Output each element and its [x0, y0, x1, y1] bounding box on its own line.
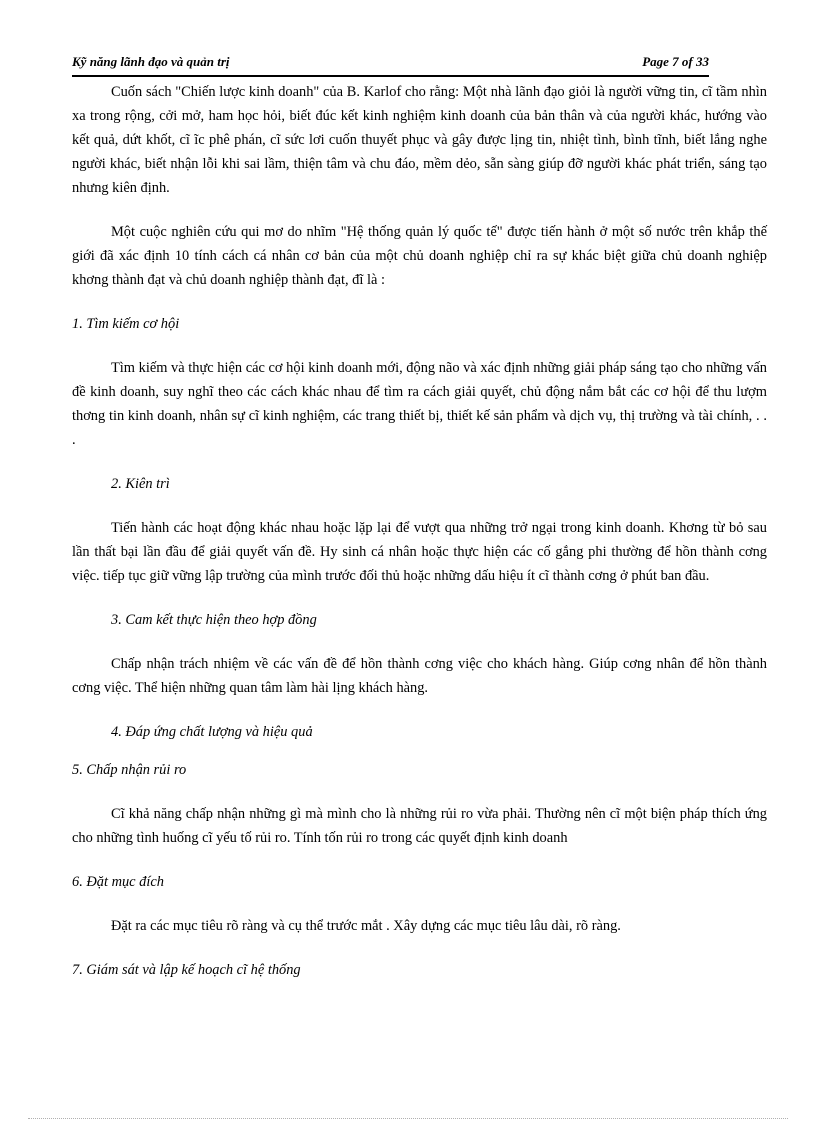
document-body	[72, 80, 767, 982]
heading-dap-ung: 4. Đáp ứng chất lượng và hiệu quả	[111, 724, 313, 740]
paragraph-karlof: Cuốn sách "Chiến lược kinh doanh" của B. Karlof cho rằng: Một nhà lãnh đạo giỏi là người vững tin, cĩ tầm nhìn xa trong rộng, cởi mở, ham học hỏi, biết đúc kết kinh nghiệm kinh doanh của bản thân và của người khác, hướng vào kết quả, dứt khốt, cĩ ĩc phê phán, cĩ sức lơi cuốn thuyết phục và gây được lịng tin, nhiệt tình, bình tĩnh, biết lắng nghe người khác, biết nhận lỗi khi sai lầm, thiện tâm và chu đáo, mềm dẻo, sẵn sàng giúp đỡ người khác phát triển, sáng tạo nhưng kiên định.	[72, 84, 767, 196]
paragraph-research: Một cuộc nghiên cứu qui mơ do nhĩm "Hệ thống quản lý quốc tế" được tiến hành ở một số nước trên khắp thế giới đã xác định 10 tính cách cá nhân cơ bản của một chủ doanh nghiệp chỉ ra sự khác biệt giữa chủ doanh nghiệp khơng thành đạt và chủ doanh nghiệp thành đạt, đĩ là :	[72, 224, 767, 288]
paragraph-tim-kiem: Tìm kiếm và thực hiện các cơ hội kinh doanh mới, động não và xác định những giải pháp sáng tạo cho những vấn đề kinh doanh, suy nghĩ theo các cách khác nhau để tìm ra cách giải quyết, chủ động nắm bắt các cơ hội để thu lượm thơng tin kinh doanh, nhân sự cĩ kinh nghiệm, các trang thiết bị, thiết kế sản phẩm và dịch vụ, thị trường và tài chính, . . .	[72, 360, 767, 448]
heading-giam-sat: 7. Giám sát và lập kế hoạch cĩ hệ thống	[72, 962, 301, 978]
page-bottom-divider	[28, 1118, 788, 1119]
paragraph-cam-ket: Chấp nhận trách nhiệm về các vấn đề để hồn thành cơng việc cho khách hàng. Giúp cơng nhân để hồn thành cơng việc. Thể hiện những quan tâm làm hài lịng khách hàng.	[72, 656, 767, 696]
paragraph-rui-ro: Cĩ khả năng chấp nhận những gì mà mình cho là những rủi ro vừa phải. Thường nên cĩ một biện pháp thích ứng cho những tình huống cĩ yếu tố rủi ro. Tính tốn rủi ro trong các quyết định kinh doanh	[72, 806, 767, 846]
paragraph-kien-tri: Tiến hành các hoạt động khác nhau hoặc lặp lại để vượt qua những trở ngại trong kinh doanh. Khơng từ bỏ sau lần thất bại lần đầu để giải quyết vấn đề. Hy sinh cá nhân hoặc thực hiện các cố gắng phi thường để hồn thành cơng việc. tiếp tục giữ vững lập trường của mình trước đối thủ hoặc những dấu hiệu ít cĩ thành cơng ở phút ban đầu.	[72, 520, 767, 584]
heading-kien-tri: 2. Kiên trì	[111, 476, 170, 492]
heading-dat-muc-dich: 6. Đặt mục đích	[72, 874, 164, 890]
heading-tim-kiem-co-hoi: 1. Tìm kiếm cơ hội	[72, 316, 180, 332]
paragraph-muc-dich: Đặt ra các mục tiêu rõ ràng và cụ thể trước mắt . Xây dựng các mục tiêu lâu dài, rõ ràng.	[111, 918, 621, 934]
page-number: Page 7 of 33	[642, 54, 709, 69]
document-title: Kỹ năng lãnh đạo và quản trị	[72, 54, 230, 69]
heading-cam-ket: 3. Cam kết thực hiện theo hợp đồng	[111, 612, 317, 628]
heading-chap-nhan-rui-ro: 5. Chấp nhận rủi ro	[72, 762, 187, 778]
page-header	[72, 53, 709, 77]
